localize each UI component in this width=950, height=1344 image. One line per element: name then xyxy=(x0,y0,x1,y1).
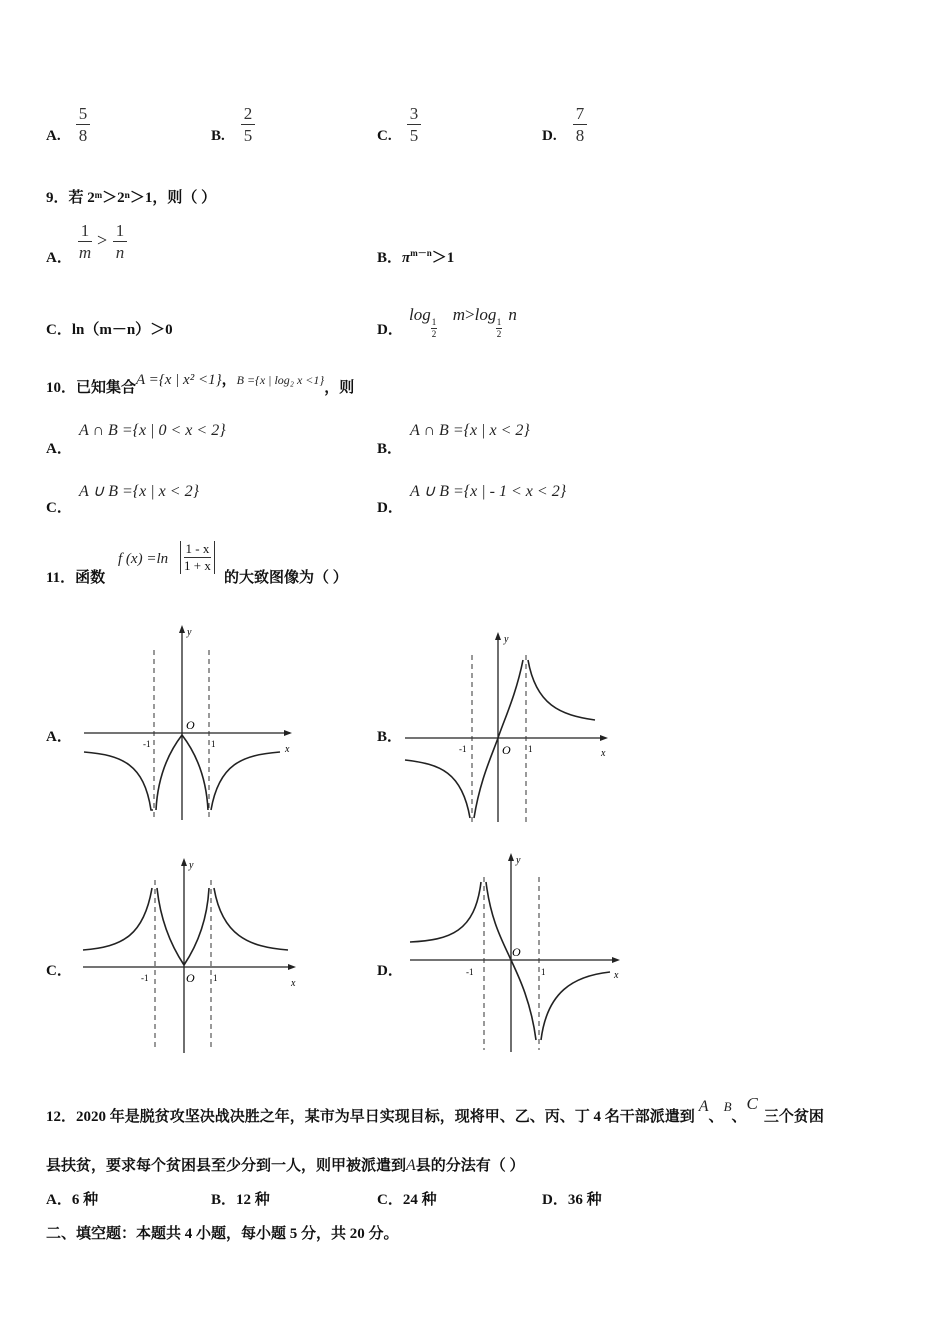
q10-b-expression: A ∩ B ={x | x < 2} xyxy=(410,422,530,439)
numerator: 1 - x xyxy=(185,541,210,556)
curve-right xyxy=(541,972,610,1040)
y-label: y xyxy=(504,634,509,645)
q10-d-label: D． xyxy=(377,500,403,516)
q9-stem: 9．若 2ᵐ＞2ⁿ＞1，则（ ） xyxy=(46,190,217,206)
q9-a-fraction-1 xyxy=(78,221,92,262)
q11-stem-post: 的大致图像为（ ） xyxy=(224,570,348,586)
x-arrow-icon xyxy=(288,964,296,970)
q12-option-a: A．6 种 xyxy=(46,1192,99,1208)
q12-option-c: C．24 种 xyxy=(377,1192,437,1208)
option-label: A. xyxy=(46,128,61,144)
graph-c-label: C． xyxy=(46,963,72,979)
origin-label: O xyxy=(512,945,521,959)
tick-neg1: -1 xyxy=(459,744,467,754)
variable: m xyxy=(452,305,466,324)
option-label: C. xyxy=(377,128,392,144)
x-arrow-icon xyxy=(612,957,620,963)
log-text: log xyxy=(474,305,497,324)
x-label: x xyxy=(291,978,296,989)
y-arrow-icon xyxy=(495,632,501,640)
numerator: 3 xyxy=(409,104,419,123)
greater-sign: > xyxy=(97,230,108,250)
numerator: 7 xyxy=(575,104,585,123)
option-label: B． xyxy=(377,250,403,266)
stem-text: 三个贫困 xyxy=(763,1109,824,1125)
fraction xyxy=(241,104,255,145)
q10-stem xyxy=(46,368,354,397)
log-base-2 xyxy=(496,318,502,339)
variable-b: B xyxy=(723,1099,732,1114)
curve-right xyxy=(528,660,595,720)
tick-neg1: -1 xyxy=(141,973,149,983)
q12-line-1 xyxy=(46,1094,824,1126)
stem-text: 县扶贫，要求每个贫困县至少分到一人，则甲被派遣到 xyxy=(46,1158,407,1174)
q9-option-b xyxy=(377,246,454,267)
tick-pos1: 1 xyxy=(213,973,218,983)
tick-pos1: 1 xyxy=(211,739,216,749)
tick-neg1: -1 xyxy=(466,967,474,977)
origin-label: O xyxy=(186,971,195,985)
q11-stem-pre: 11．函数 xyxy=(46,570,106,586)
set-a: A ={x | x² <1} xyxy=(136,372,222,388)
numerator: 1 xyxy=(115,221,125,240)
graph-b xyxy=(400,630,615,825)
y-label: y xyxy=(187,627,192,638)
set-b: B ={x | log₂ x <1} xyxy=(236,373,325,387)
curve-left xyxy=(84,752,153,810)
graph-d-label: D． xyxy=(377,963,403,979)
exponent: m－n xyxy=(410,248,432,258)
graph-b-label: B． xyxy=(377,729,403,745)
denominator: 5 xyxy=(409,126,419,145)
comma: ， xyxy=(221,372,237,388)
q10-a-label: A． xyxy=(46,441,72,457)
q12-option-d: D．36 种 xyxy=(542,1192,602,1208)
denominator: 5 xyxy=(243,126,253,145)
numerator: 1 xyxy=(496,317,502,327)
curve-left xyxy=(410,882,481,942)
fraction xyxy=(76,104,90,145)
denominator: 8 xyxy=(575,126,585,145)
numerator: 1 xyxy=(431,317,437,327)
q9-option-c: C．ln（m－n）＞0 xyxy=(46,322,173,338)
origin-label: O xyxy=(186,718,195,732)
q10-c-expression: A ∪ B ={x | x < 2} xyxy=(79,483,199,500)
q11-function: f (x) =ln xyxy=(118,551,169,567)
option-label: D. xyxy=(542,128,557,144)
x-label: x xyxy=(285,744,290,755)
y-arrow-icon xyxy=(181,858,187,866)
denominator: n xyxy=(115,243,125,262)
section-2-heading: 二、填空题：本题共 4 小题，每小题 5 分，共 20 分。 xyxy=(46,1226,399,1242)
expression-rest: ＞1 xyxy=(431,250,455,266)
denominator: 8 xyxy=(78,126,88,145)
graph-d xyxy=(405,852,630,1057)
curve-middle xyxy=(157,888,209,965)
numerator: 1 xyxy=(80,221,90,240)
x-arrow-icon xyxy=(284,730,292,736)
curve-right xyxy=(211,752,280,810)
log-base-1 xyxy=(431,318,437,339)
q10-c-label: C． xyxy=(46,500,72,516)
q9-a-fraction-2 xyxy=(113,221,127,262)
x-label: x xyxy=(601,748,606,759)
y-label: y xyxy=(189,860,194,871)
pi-symbol: π xyxy=(402,250,411,266)
stem-text: 10．已知集合 xyxy=(46,380,137,396)
q9-option-d-label: D． xyxy=(377,322,403,338)
q12-option-b: B．12 种 xyxy=(211,1192,270,1208)
q10-a-expression: A ∩ B ={x | 0 < x < 2} xyxy=(79,422,226,439)
graph-a-label: A． xyxy=(46,729,72,745)
tick-pos1: 1 xyxy=(528,744,533,754)
fraction xyxy=(573,104,587,145)
variable-c: C xyxy=(746,1094,758,1113)
curve-left xyxy=(83,888,152,950)
variable-a: A xyxy=(406,1157,416,1174)
q10-b-label: B． xyxy=(377,441,403,457)
x-arrow-icon xyxy=(600,735,608,741)
denominator: 1 + x xyxy=(184,558,211,573)
denominator: m xyxy=(78,243,92,262)
q10-d-expression: A ∪ B ={x | - 1 < x < 2} xyxy=(410,483,567,500)
y-arrow-icon xyxy=(508,853,514,861)
origin-label: O xyxy=(502,743,511,757)
q12-line-2 xyxy=(46,1154,525,1175)
graph-a xyxy=(82,622,302,822)
option-label: B. xyxy=(211,128,225,144)
variable: n xyxy=(508,305,517,324)
q9-option-a-label: A． xyxy=(46,250,72,266)
greater-sign: > xyxy=(465,305,475,324)
curve-left xyxy=(405,760,470,818)
fraction xyxy=(407,104,421,145)
y-arrow-icon xyxy=(179,625,185,633)
numerator: 2 xyxy=(243,104,253,123)
denominator: 2 xyxy=(496,329,502,339)
denominator: 2 xyxy=(431,329,437,339)
graph-c xyxy=(78,855,308,1060)
x-label: x xyxy=(614,970,619,981)
stem-text: 12．2020 年是脱贫攻坚决战决胜之年，某市为早日实现目标，现将甲、乙、丙、丁 4 名干部派遣到 xyxy=(46,1109,695,1125)
log-text: log xyxy=(409,305,431,324)
tick-neg1: -1 xyxy=(143,739,151,749)
numerator: 5 xyxy=(78,104,88,123)
y-label: y xyxy=(516,855,521,866)
variable-a: A xyxy=(698,1098,709,1115)
curve-right xyxy=(214,888,288,950)
stem-text: 县的分法有（ ） xyxy=(415,1158,525,1174)
separator: 、 xyxy=(731,1109,747,1125)
q11-abs-fraction xyxy=(180,541,215,574)
stem-text: ，则 xyxy=(324,380,355,396)
separator: 、 xyxy=(708,1109,724,1125)
tick-pos1: 1 xyxy=(541,967,546,977)
